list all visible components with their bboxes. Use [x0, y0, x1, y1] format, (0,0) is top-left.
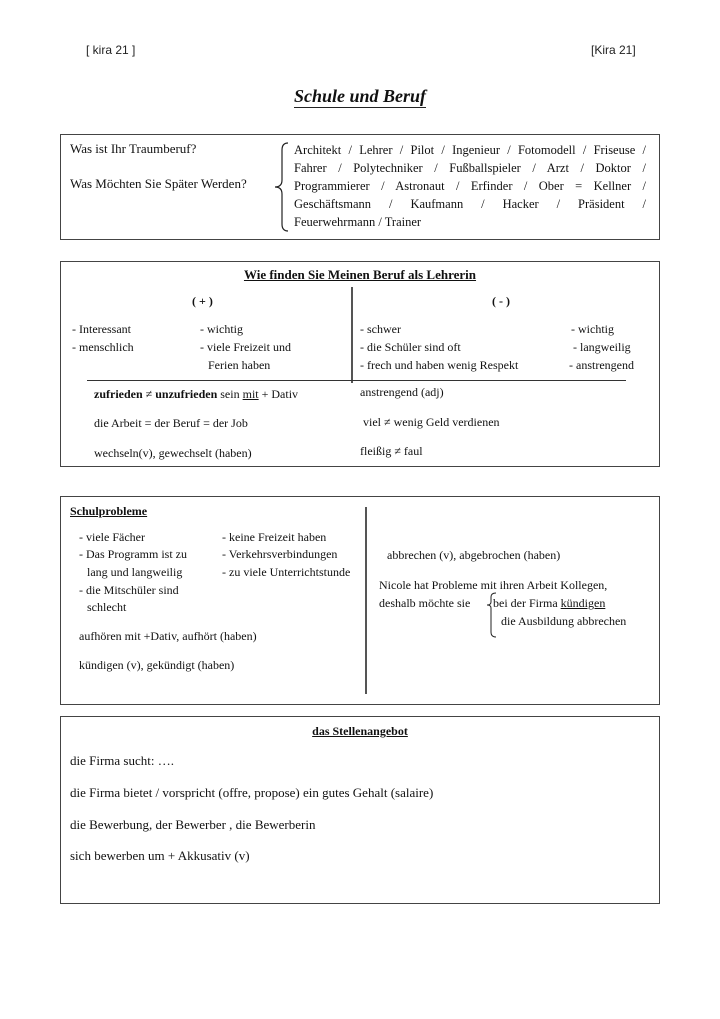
problem-item: lang und langweilig	[87, 565, 183, 579]
vocab-zufrieden: zufrieden ≠ unzufrieden sein mit + Dativ	[94, 387, 299, 401]
minus-item: - die Schüler sind oft	[360, 340, 461, 354]
example-sentence-line2: deshalb möchte sie	[379, 596, 471, 610]
problem-item: - zu viele Unterrichtstunde	[222, 565, 351, 579]
problem-item: - viele Fächer	[79, 530, 145, 544]
stellenangebot-line: die Firma sucht: ….	[70, 753, 174, 768]
vocab-arbeit: die Arbeit = der Beruf = der Job	[94, 416, 248, 430]
minus-item: - langweilig	[573, 340, 631, 354]
page-title: Schule und Beruf	[293, 86, 427, 106]
example-sentence-line1: Nicole hat Probleme mit ihren Arbeit Kollegen,	[379, 578, 608, 592]
stellenangebot-box	[60, 716, 660, 904]
problem-item: - keine Freizeit haben	[222, 530, 327, 544]
vocab-geld: viel ≠ wenig Geld verdienen	[363, 415, 500, 429]
minus-label: ( - )	[492, 294, 510, 308]
stellenangebot-line: die Bewerbung, der Bewerber , die Bewerberin	[70, 817, 316, 832]
option-kuendigen: bei der Firma kündigen	[493, 596, 606, 610]
minus-item: - anstrengend	[569, 358, 634, 372]
pro-contra-divider	[351, 287, 353, 383]
stellenangebot-line: die Firma bietet / vorspricht (offre, propose) ein gutes Gehalt (salaire)	[70, 785, 434, 800]
page-header-left: [ kira 21 ]	[86, 43, 136, 57]
problem-item: - Das Programm ist zu	[79, 547, 187, 561]
section-divider	[87, 380, 626, 381]
minus-item: - wichtig	[571, 322, 614, 336]
problem-item: - die Mitschüler sind	[79, 583, 179, 597]
stellenangebot-heading: das Stellenangebot	[312, 724, 408, 738]
vocab-wechseln: wechseln(v), gewechselt (haben)	[94, 446, 252, 460]
job-list-line: Architekt / Lehrer / Pilot / Ingenieur / Fotomodell / Friseuse /	[294, 143, 646, 157]
curly-brace-icon	[272, 142, 290, 232]
verb-kuendigen: kündigen (v), gekündigt (haben)	[79, 658, 235, 672]
plus-item: - wichtig	[200, 322, 243, 336]
page-header-right: [Kira 21]	[591, 43, 636, 57]
plus-label: ( + )	[192, 294, 213, 308]
job-list-line: Feuerwehrmann / Trainer	[294, 215, 422, 229]
option-ausbildung-abbrechen: die Ausbildung abbrechen	[501, 614, 627, 628]
plus-item: - Interessant	[72, 322, 131, 336]
question-traumberuf: Was ist Ihr Traumberuf?	[70, 141, 197, 156]
plus-item: Ferien haben	[208, 358, 271, 372]
vocab-anstrengend: anstrengend (adj)	[360, 385, 444, 399]
minus-item: - frech und haben wenig Respekt	[360, 358, 519, 372]
lehrerin-heading: Wie finden Sie Meinen Beruf als Lehrerin	[243, 267, 477, 282]
verb-aufhoeren: aufhören mit +Dativ, aufhört (haben)	[79, 629, 257, 643]
problem-item: schlecht	[87, 600, 127, 614]
vocab-fleissig: fleißig ≠ faul	[360, 444, 423, 458]
question-spaeter-werden: Was Möchten Sie Später Werden?	[70, 176, 247, 191]
job-list-line: Geschäftsmann / Kaufmann / Hacker / Präsident /	[294, 197, 646, 211]
job-list	[294, 141, 646, 231]
minus-item: - schwer	[360, 322, 401, 336]
job-list-line: Fahrer / Polytechniker / Fußballspieler / Arzt / Doktor /	[294, 161, 646, 175]
schulprobleme-divider	[365, 507, 367, 694]
stellenangebot-line: sich bewerben um + Akkusativ (v)	[70, 848, 250, 863]
plus-item: - menschlich	[72, 340, 134, 354]
schulprobleme-heading: Schulprobleme	[70, 504, 148, 518]
plus-item: - viele Freizeit und	[200, 340, 291, 354]
verb-abbrechen: abbrechen (v), abgebrochen (haben)	[387, 548, 561, 562]
job-list-line: Programmierer / Astronaut / Erfinder / Ober = Kellner /	[294, 179, 646, 193]
problem-item: - Verkehrsverbindungen	[222, 547, 338, 561]
